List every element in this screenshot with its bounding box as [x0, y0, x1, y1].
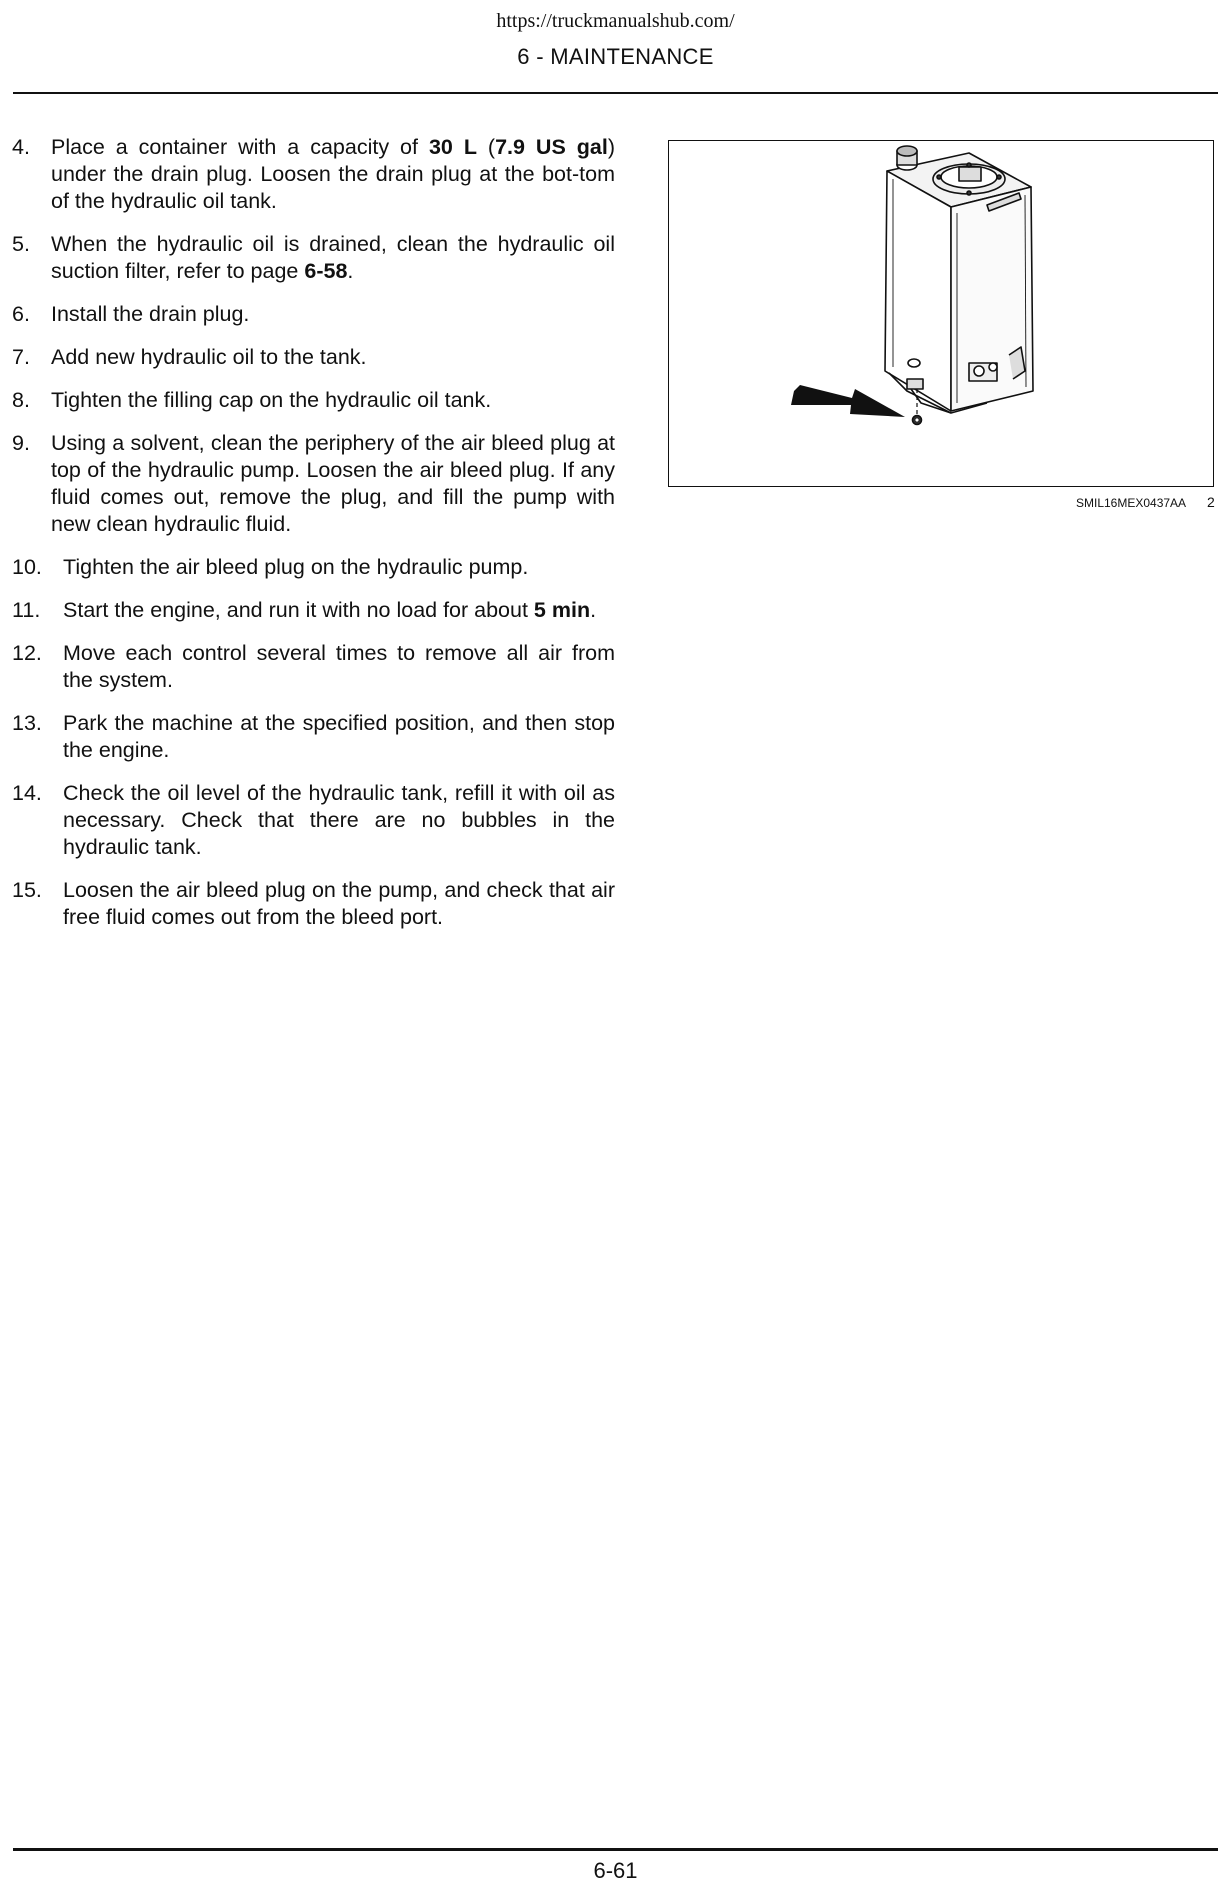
step-number: 8.	[12, 388, 30, 412]
step-text	[51, 134, 615, 215]
step-number: 15.	[12, 878, 42, 902]
step-item	[12, 877, 615, 931]
arrow-icon	[791, 385, 905, 417]
step-text	[51, 231, 615, 285]
step-text	[51, 344, 615, 371]
step-number: 9.	[12, 431, 30, 455]
step-text-run: Check the oil level of the hydraulic tank, refill it with oil as necessary. Check that there are no bubbles in the hydraulic tank.	[63, 781, 615, 859]
step-item	[12, 640, 615, 694]
step-number: 7.	[12, 345, 30, 369]
step-text-run: ) under the drain plug. Loosen the drain plug at the bot-tom of the hydraulic oil tank.	[51, 135, 615, 213]
step-text	[63, 597, 615, 624]
step-item	[12, 231, 615, 285]
step-text	[51, 387, 615, 414]
step-item	[12, 134, 615, 215]
section-title: 6 - MAINTENANCE	[517, 44, 714, 69]
step-number: 5.	[12, 232, 30, 256]
step-text-run: When the hydraulic oil is drained, clean the hydraulic oil suction filter, refer to page	[51, 232, 615, 283]
step-text	[51, 430, 615, 538]
header-divider	[13, 92, 1218, 94]
step-number: 14.	[12, 781, 42, 805]
figure-number: 2	[1207, 494, 1215, 510]
step-text-run: .	[347, 259, 354, 283]
step-item	[12, 597, 615, 624]
step-text	[63, 877, 615, 931]
source-url: https://truckmanualshub.com/	[496, 10, 735, 32]
step-item	[12, 554, 615, 581]
step-number: 10.	[12, 555, 42, 579]
procedure-steps	[12, 134, 615, 947]
step-text-bold: 5 min	[533, 598, 591, 622]
step-item	[12, 344, 615, 371]
step-text-run: Tighten the filling cap on the hydraulic oil tank.	[51, 388, 492, 412]
step-text-run: .	[590, 598, 597, 622]
step-item	[12, 301, 615, 328]
step-text-bold: 6-58	[304, 259, 348, 283]
step-text	[63, 554, 615, 581]
step-number: 6.	[12, 302, 30, 326]
step-item	[12, 710, 615, 764]
step-text-bold: 30 L	[428, 135, 477, 159]
step-number: 13.	[12, 711, 42, 735]
step-item	[12, 430, 615, 538]
step-text-run: Using a solvent, clean the periphery of the air bleed plug at top of the hydraulic pump. Loosen the air bleed plug. If any fluid comes out, remove the plug, and fill the pump with new clean hydraulic fluid.	[51, 431, 615, 536]
step-text-run: Move each control several times to remove all air from the system.	[63, 641, 615, 692]
page-number: 6-61	[593, 1858, 638, 1883]
step-text	[63, 780, 615, 861]
step-text-run: Loosen the air bleed plug on the pump, and check that air free fluid comes out from the bleed port.	[63, 878, 615, 929]
step-number: 12.	[12, 641, 42, 665]
footer-divider	[13, 1848, 1218, 1851]
step-item	[12, 780, 615, 861]
hydraulic-tank-illustration	[669, 141, 1212, 485]
figure-frame	[668, 140, 1214, 487]
step-item	[12, 387, 615, 414]
step-text	[63, 640, 615, 694]
step-text-bold: 7.9 US gal	[495, 135, 608, 159]
step-text-run: Tighten the air bleed plug on the hydraulic pump.	[63, 555, 529, 579]
step-text-run: Install the drain plug.	[51, 302, 250, 326]
step-text-run: Start the engine, and run it with no load for about	[63, 598, 534, 622]
step-text-run: Park the machine at the specified position, and then stop the engine.	[63, 711, 615, 762]
step-text-run: Place a container with a capacity of	[51, 135, 429, 159]
step-number: 4.	[12, 135, 30, 159]
step-number: 11.	[12, 598, 41, 622]
step-text	[63, 710, 615, 764]
figure-caption: SMIL16MEX0437AA	[1076, 496, 1187, 510]
step-text	[51, 301, 615, 328]
step-text-run: Add new hydraulic oil to the tank.	[51, 345, 367, 369]
step-text-run: (	[476, 135, 496, 159]
